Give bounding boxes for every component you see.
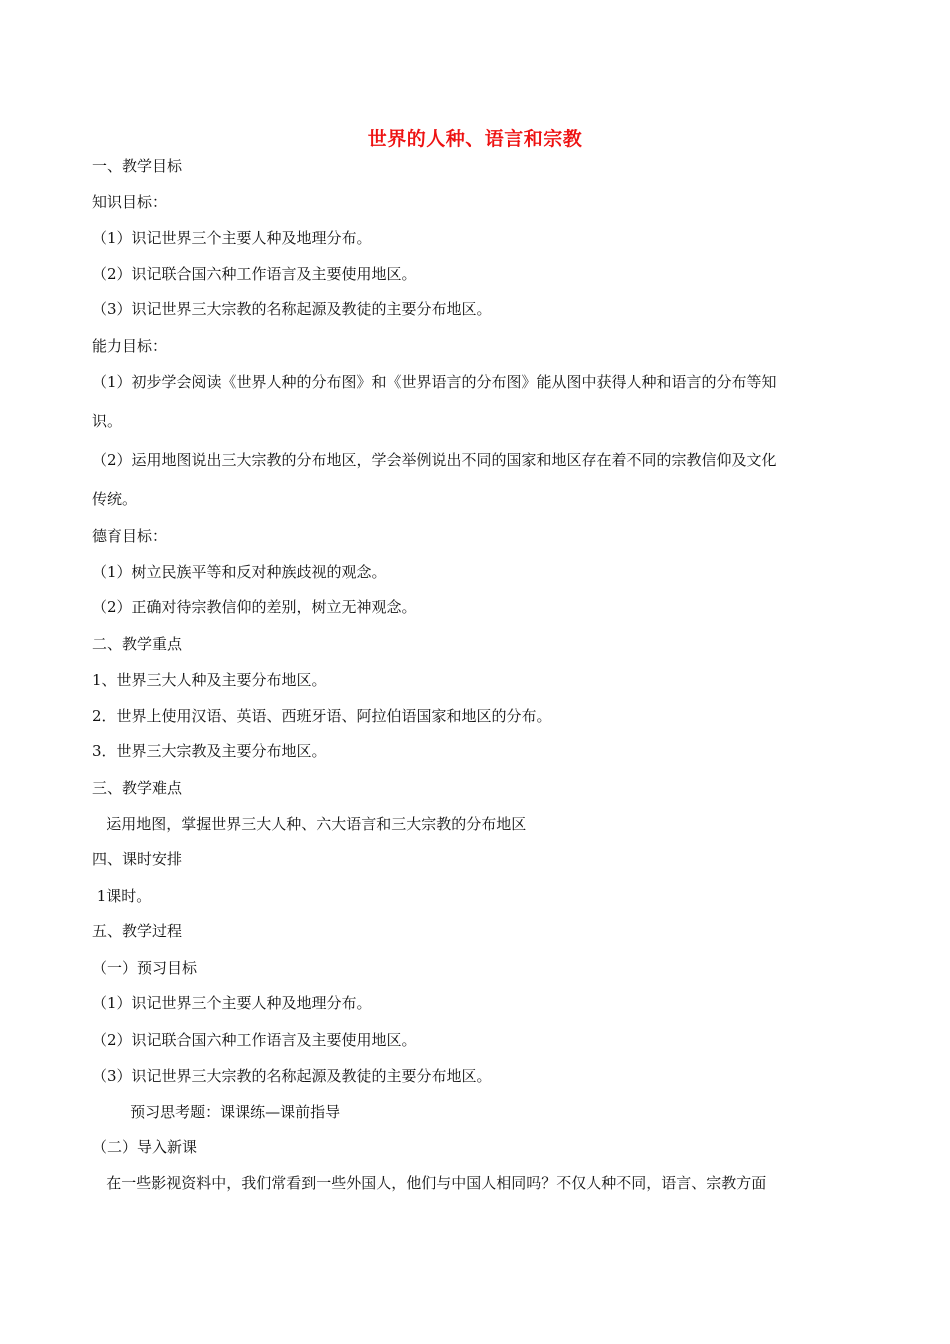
preview-goal-1: （1）识记世界三个主要人种及地理分布。 (92, 994, 372, 1012)
ability-goal-2-line-2: 传统。 (92, 490, 138, 508)
ability-goal-1-line-2: 识。 (92, 412, 123, 430)
knowledge-goal-3: （3）识记世界三大宗教的名称起源及教徒的主要分布地区。 (92, 300, 492, 318)
focus-item-1: 1、世界三大人种及主要分布地区。 (92, 671, 327, 689)
schedule-text: 1课时。 (92, 887, 152, 905)
focus-item-3: 3．世界三大宗教及主要分布地区。 (92, 742, 327, 760)
heading-teaching-goals: 一、教学目标 (92, 157, 183, 175)
heading-schedule: 四、课时安排 (92, 850, 183, 868)
preview-question: 预习思考题：课课练—课前指导 (92, 1103, 341, 1121)
knowledge-goal-1: （1）识记世界三个主要人种及地理分布。 (92, 229, 372, 247)
ability-goal-1-line-1: （1）初步学会阅读《世界人种的分布图》和《世界语言的分布图》能从图中获得人种和语言的分布等知 (92, 373, 777, 391)
subheading-moral-goals: 德育目标： (92, 527, 168, 545)
heading-teaching-focus: 二、教学重点 (92, 635, 183, 653)
subheading-knowledge-goals: 知识目标： (92, 193, 168, 211)
focus-item-2: 2．世界上使用汉语、英语、西班牙语、阿拉伯语国家和地区的分布。 (92, 707, 552, 725)
subheading-preview-goals: （一）预习目标 (92, 959, 198, 977)
moral-goal-2: （2）正确对待宗教信仰的差别，树立无神观念。 (92, 598, 417, 616)
heading-teaching-process: 五、教学过程 (92, 922, 183, 940)
intro-text: 在一些影视资料中，我们常看到一些外国人，他们与中国人相同吗？不仅人种不同，语言、宗教方面 (92, 1174, 767, 1192)
moral-goal-1: （1）树立民族平等和反对种族歧视的观念。 (92, 563, 387, 581)
subheading-intro: （二）导入新课 (92, 1138, 198, 1156)
preview-goal-2: （2）识记联合国六种工作语言及主要使用地区。 (92, 1031, 417, 1049)
subheading-ability-goals: 能力目标： (92, 337, 168, 355)
difficulty-text: 运用地图，掌握世界三大人种、六大语言和三大宗教的分布地区 (92, 815, 527, 833)
heading-teaching-difficulty: 三、教学难点 (92, 779, 183, 797)
knowledge-goal-2: （2）识记联合国六种工作语言及主要使用地区。 (92, 265, 417, 283)
document-title: 世界的人种、语言和宗教 (367, 128, 583, 150)
ability-goal-2-line-1: （2）运用地图说出三大宗教的分布地区，学会举例说出不同的国家和地区存在着不同的宗教信仰及文化 (92, 451, 777, 469)
preview-goal-3: （3）识记世界三大宗教的名称起源及教徒的主要分布地区。 (92, 1067, 492, 1085)
